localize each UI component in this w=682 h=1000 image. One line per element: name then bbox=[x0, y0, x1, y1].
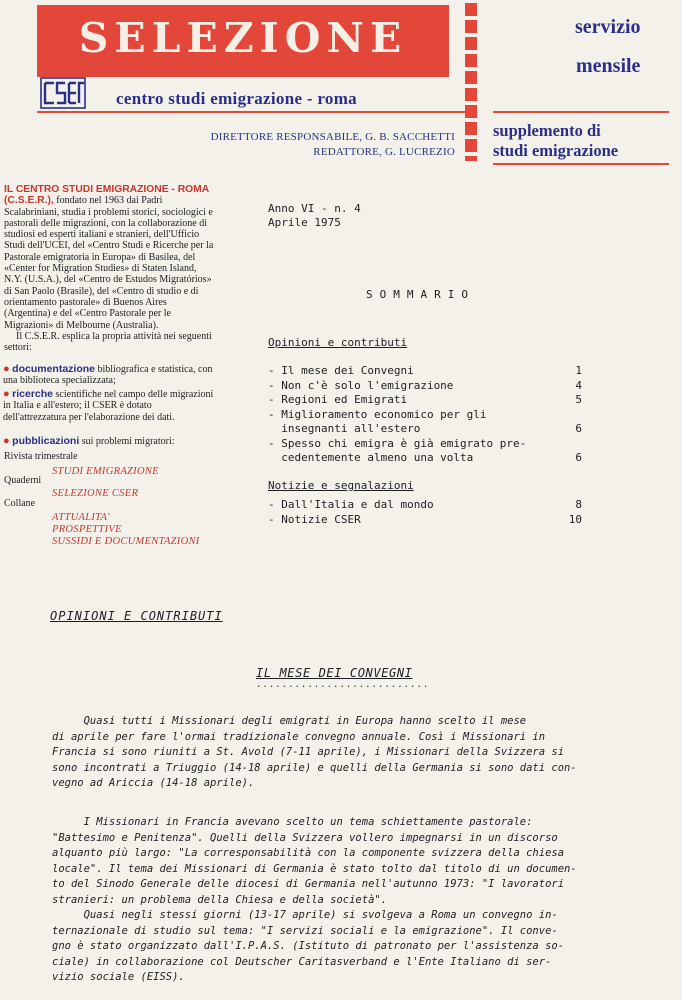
toc-item: - Miglioramento economico per gli bbox=[268, 407, 487, 421]
cser-description bbox=[4, 184, 214, 353]
masthead-subtitle: centro studi emigrazione - roma bbox=[116, 89, 357, 108]
supplement-line-1: supplemento di bbox=[493, 121, 601, 140]
right-rule-bottom bbox=[493, 163, 669, 165]
bullet-dot-icon: ● bbox=[3, 435, 10, 447]
quaderni-title: SELEZIONE CSER bbox=[52, 488, 139, 499]
bullet-dot-icon: ● bbox=[3, 388, 10, 400]
toc-item: - Spesso chi emigra è già emigrato pre- bbox=[268, 436, 527, 450]
article-paragraph-3: Quasi negli stessi giorni (13-17 aprile) si svolgeva a Roma un convegno in- ternazionale di studio sul tema: "I servizi sociali e la emigrazione". Il conve- gno è stato organizzato dall'I.P.A.S. (Istituto di patronato per l'assistenza so- ciale) in collaborazione col Deutscher Caritasverband e l'Ente Italiano di ser- vizio sociale (EISS). bbox=[52, 909, 565, 983]
collana-attualita: ATTUALITA' bbox=[52, 512, 110, 523]
redattore-line: REDATTORE, G. LUCREZIO bbox=[313, 146, 455, 158]
toc-list-1 bbox=[268, 364, 582, 466]
mensile-label: mensile bbox=[576, 55, 641, 77]
article-paragraph-2: I Missionari in Francia avevano scelto un tema schiettamente pastorale: "Battesimo e Penitenza". Quelli della Svizzera vollero impegnarsi in un discorso alquanto più largo: "La corresponsabilità con la componente svizzera della chiesa locale". Il tema dei Missionari di Germania è stato tolto dal titolo di un documen- to del Sinodo Generale delle diocesi di Germania nell'autunno 1973: "I lavoratori stranieri: un problema della Chiesa e della società". bbox=[52, 816, 577, 906]
sommario-title: SOMMARIO bbox=[366, 288, 475, 301]
bullet-documentazione: ● documentazione bibliografica e statistica, con una biblioteca specializzata; bbox=[3, 363, 213, 387]
toc-item: - Dall'Italia e dal mondo 8 bbox=[268, 498, 582, 511]
dashed-divider bbox=[465, 3, 477, 161]
issue-info bbox=[268, 202, 361, 230]
cser-heading: IL CENTRO STUDI EMIGRAZIONE - ROMA (C.S.E.R.), bbox=[4, 184, 209, 207]
bullet-dot-icon: ● bbox=[3, 363, 10, 375]
toc-item: cedentemente almeno una volta 6 bbox=[268, 451, 582, 464]
collane-label: Collane bbox=[4, 498, 36, 509]
direttore-line: DIRETTORE RESPONSABILE, G. B. SACCHETTI bbox=[210, 131, 455, 143]
right-rule-top bbox=[493, 111, 669, 113]
toc-item: insegnanti all'estero 6 bbox=[268, 422, 582, 435]
collana-sussidi: SUSSIDI E DOCUMENTAZIONI bbox=[52, 536, 200, 547]
issue-date: Aprile 1975 bbox=[268, 216, 341, 229]
masthead-title: SELEZIONE bbox=[78, 14, 408, 62]
collana-prospettive: PROSPETTIVE bbox=[52, 524, 122, 535]
rivista-label: Rivista trimestrale bbox=[4, 451, 78, 462]
bullet-ricerche: ● ricerche scientifiche nel campo delle migrazioni in Italia e all'estero; il CSER è dotato dell'attrezzatura per l'elaborazione dei dati. bbox=[3, 388, 214, 423]
rivista-title: STUDI EMIGRAZIONE bbox=[52, 466, 159, 477]
cser-logo-icon bbox=[40, 77, 86, 109]
toc-item: - Notizie CSER 10 bbox=[268, 512, 582, 526]
toc-item: - Regioni ed Emigrati 5 bbox=[268, 393, 582, 406]
sommario-section-1: Opinioni e contributi bbox=[268, 336, 408, 349]
toc-item: - Non c'è solo l'emigrazione 4 bbox=[268, 378, 582, 392]
issue-number: Anno VI - n. 4 bbox=[268, 202, 361, 215]
title-dots: ........................... bbox=[256, 680, 430, 690]
article-paragraph-1: Quasi tutti i Missionari degli emigrati in Europa hanno scelto il mese di aprile per fare l'ormai tradizionale convegno annuale. Così i Missionari in Francia si sono riuniti a St. Avold (7-11 aprile), i Missionari della Svizzera si sono incontrati a Triuggio (14-18 aprile) e quelli della Germania si sono dati con- vegno ad Ariccia (14-18 aprile). bbox=[52, 715, 577, 789]
quaderni-label: Quaderni bbox=[4, 475, 42, 486]
header-rule bbox=[37, 111, 477, 113]
toc-list-2 bbox=[268, 498, 582, 528]
article-section-heading: OPINIONI E CONTRIBUTI bbox=[50, 609, 223, 623]
cser-activities: Il C.S.E.R. esplica la propria attività nei seguenti settori: bbox=[4, 330, 212, 354]
sommario-section-2: Notizie e segnalazioni bbox=[268, 479, 414, 492]
servizio-label: servizio bbox=[575, 16, 641, 38]
supplement-line-2: studi emigrazione bbox=[493, 141, 619, 160]
article-title: IL MESE DEI CONVEGNI bbox=[256, 666, 413, 680]
bullet-pubblicazioni: ● pubblicazioni sui problemi migratori: bbox=[3, 435, 175, 447]
toc-item: - Il mese dei Convegni 1 bbox=[268, 364, 582, 377]
cser-intro: fondato nel 1963 dai Padri Scalabriniani, studia i problemi storici, sociologici e pastorali delle migrazioni, con la collaborazione di studiosi ed esperti italiani e stranieri, dell'Ufficio Studi dell'UCEI, del «Centro Studi e Ricerche per la Pastorale emigratoria in Europa» di Basilea, del «Center for Migration Studies» di Staten Island, N.Y. (U.S.A.), del «Centro de Estudos Migratórios» di San Paolo (Brasile), del «Centro di studio e di orientamento pastorale» di Buenos Aires (Argentina) e del «Centro Pastorale per le Migrazioni» di Melbourne (Australia). bbox=[4, 195, 214, 331]
